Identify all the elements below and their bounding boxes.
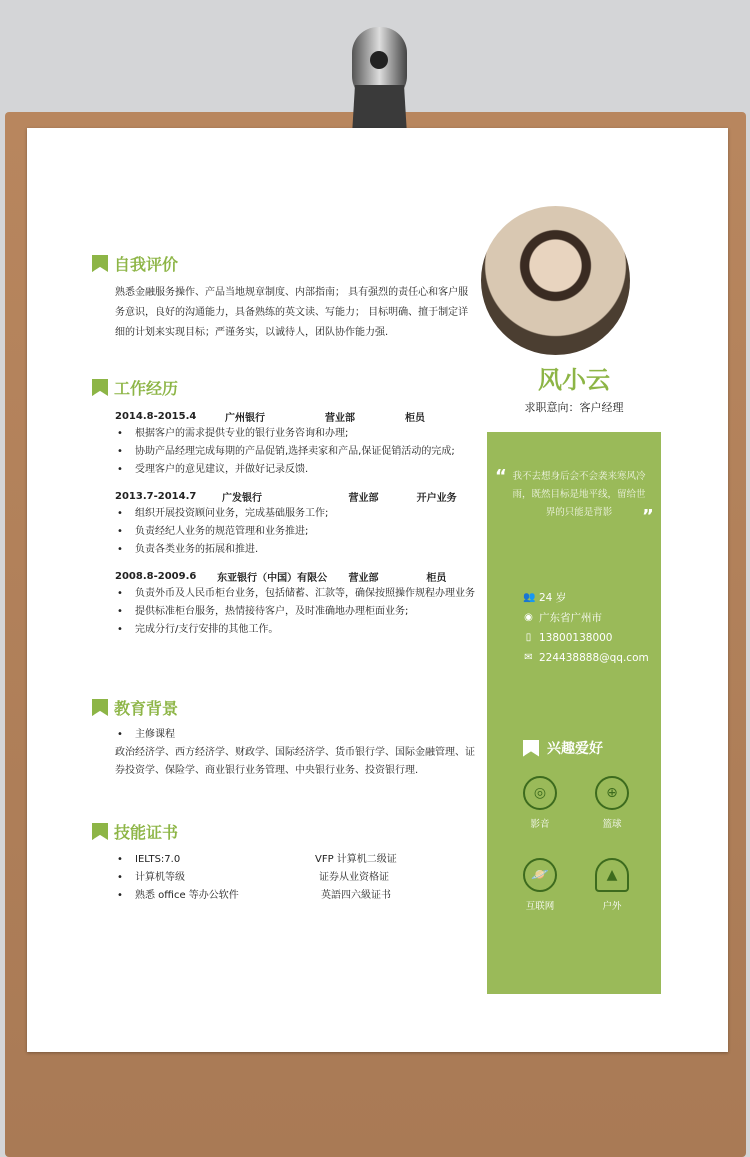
skill-item: • 熟悉 office 等办公软件: [115, 887, 315, 905]
job-duty: • 受理客户的意见建议，并做好记录反馈.: [115, 461, 475, 479]
job-period: 2014.8-2015.4: [115, 410, 197, 422]
courses-text: 政治经济学、西方经济学、财政学、国际经济学、货币银行学、国际金融管理、证券投资学、保险学、商业银行业务管理、中央银行业务、投资银行理.: [115, 747, 475, 776]
skill-item: 英語四六級证书: [321, 890, 391, 901]
job-duty: • 负责各类业务的拓展和推进.: [115, 541, 475, 559]
job-duty: • 负责外币及人民币柜台业务，包括储蓄、汇款等，确保按照操作规程办理业务: [115, 585, 475, 603]
job-duty: • 负责经纪人业务的规范管理和业务推进;: [115, 523, 475, 541]
job-dept: 营业部: [348, 572, 379, 584]
skill-item: 证券从业资格证: [319, 872, 389, 883]
bookmark-icon: [92, 699, 108, 716]
hobby-item: [587, 776, 637, 830]
contact-info: [523, 588, 649, 668]
phone: 13800138000: [539, 632, 613, 644]
section-self-evaluation: [92, 252, 178, 275]
section-title: 技能证书: [114, 823, 179, 842]
job-company: 广州银行: [225, 412, 265, 424]
section-title: 自我评价: [114, 255, 179, 274]
job-role: 柜员: [405, 412, 425, 424]
disc-icon: ◎: [523, 776, 557, 810]
bookmark-icon: [92, 823, 108, 840]
motto-quote: 我不去想身后会不会袭来寒风冷雨，既然目标是地平线，留给世界的只能是背影: [512, 471, 646, 518]
job-duty: • 组织开展投资顾问业务，完成基础服务工作;: [115, 505, 475, 523]
job-entry: [115, 487, 475, 559]
basketball-icon: ⊕: [595, 776, 629, 810]
location-pin-icon: ◉: [524, 612, 533, 623]
job-duty: • 完成分行/支行安排的其他工作。: [115, 621, 475, 639]
job-duty: • 提供标准柜台服务，热情接待客户，及时准确地办理柜面业务;: [115, 603, 475, 621]
bookmark-icon: [92, 255, 108, 272]
bookmark-icon: [92, 379, 108, 396]
close-quote-icon: ”: [642, 506, 654, 527]
hobbies-title: 兴趣爱好: [547, 741, 603, 757]
sidebar-panel: [487, 432, 661, 994]
job-intent: 求职意向：客户经理: [524, 401, 624, 414]
skill-item: VFP 计算机二级证: [315, 854, 397, 865]
job-company: 广发银行: [222, 492, 263, 504]
job-role: 开户业务: [416, 492, 457, 504]
hobby-item: [587, 858, 637, 912]
person-icon: 👥: [523, 592, 536, 603]
open-quote-icon: “: [495, 466, 507, 487]
hobby-label: 户外: [602, 901, 622, 912]
education-content: [115, 726, 480, 780]
section-education: [92, 696, 178, 719]
section-title: 工作经历: [114, 379, 179, 398]
bookmark-icon: [523, 740, 539, 757]
job-period: 2008.8-2009.6: [115, 570, 197, 582]
planet-icon: 🪐: [523, 858, 557, 892]
job-dept: 营业部: [348, 492, 379, 504]
job-entry: [115, 567, 475, 639]
job-company: 东亚银行（中国）有限公: [217, 572, 328, 584]
tent-icon: ▲: [595, 858, 629, 892]
job-entry: [115, 407, 475, 479]
mail-icon: ✉: [524, 652, 533, 663]
phone-icon: ▯: [525, 632, 532, 643]
hobby-label: 互联网: [525, 901, 555, 912]
age: 24 岁: [539, 592, 567, 604]
job-role: 柜员: [426, 572, 447, 584]
self-evaluation-text: 熟悉金融服务操作、产品当地规章制度、内部指南； 具有强烈的责任心和客户服务意识，良好的沟通能力，具备熟练的英文读、写能力； 目标明确、擅于制定详细的计划来实现目标；严谨务实，以诚待人，团队协作能力强.: [115, 287, 469, 338]
hobby-item: [515, 776, 565, 830]
skill-item: • IELTS:7.0: [115, 851, 315, 869]
skill-item: • 计算机等级: [115, 869, 315, 887]
job-duty: • 协助产品经理完成每期的产品促销,选择卖家和产品,保证促销活动的完成;: [115, 443, 475, 461]
section-skills: [92, 820, 178, 843]
hobby-item: [515, 858, 565, 912]
job-period: 2013.7-2014.7: [115, 490, 197, 502]
location: 广东省广州市: [539, 612, 602, 624]
job-duty: • 根据客户的需求提供专业的银行业务咨询和办理;: [115, 425, 475, 443]
section-work: [92, 376, 178, 399]
section-title: 教育背景: [114, 699, 179, 718]
hobby-label: 篮球: [602, 819, 622, 830]
skills-list: [115, 851, 475, 905]
education-bullet: • 主修课程: [115, 726, 480, 744]
job-dept: 营业部: [325, 412, 355, 424]
hobby-label: 影音: [530, 819, 550, 830]
email[interactable]: 224438888@qq.com: [539, 652, 649, 664]
profile-photo: [481, 206, 630, 355]
candidate-name: 风小云: [538, 366, 610, 394]
